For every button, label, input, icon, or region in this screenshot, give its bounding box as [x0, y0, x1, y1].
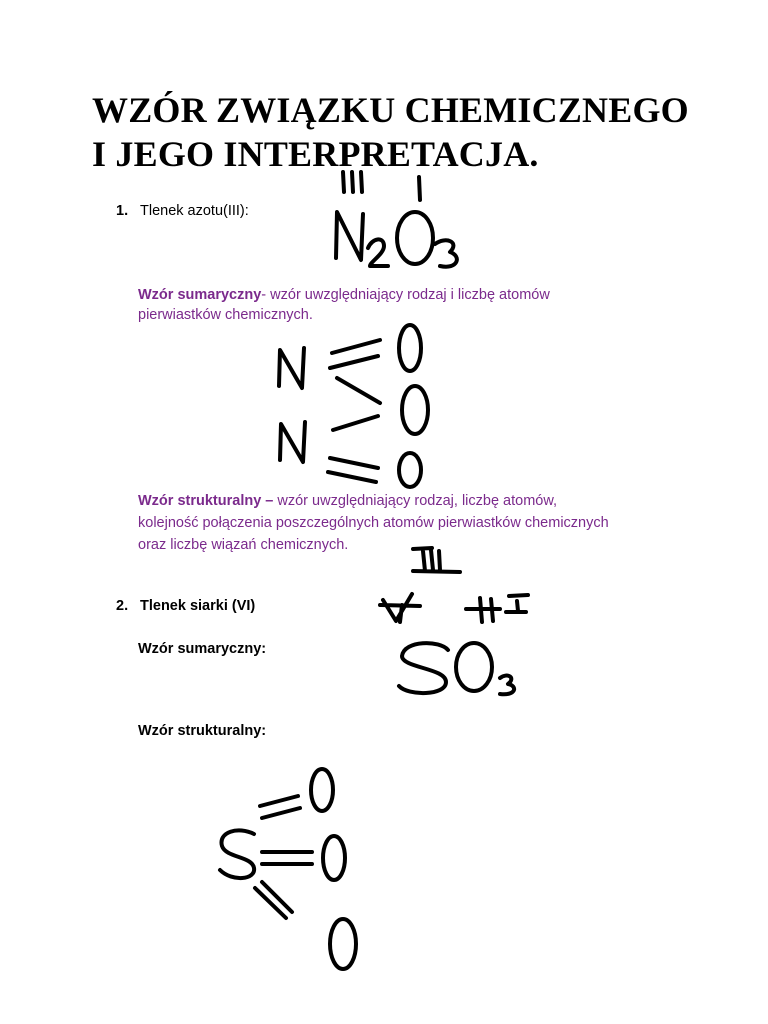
section2-number: 2.: [116, 598, 129, 614]
n2o3-structural-formula-drawing: [279, 325, 428, 487]
so3-structural-formula-drawing: [220, 769, 356, 969]
summary-definition-text: - wzór uwzględniający rodzaj i liczbę atomów: [261, 287, 550, 303]
n2o3-summary-formula-drawing: [336, 172, 457, 267]
structural-definition-line-2: kolejność połączenia poszczególnych atomów pierwiastków chemicznych: [138, 515, 609, 531]
section2-heading: Tlenek siarki (VI): [140, 598, 256, 614]
structural-term: Wzór strukturalny –: [138, 493, 274, 509]
section1-heading: Tlenek azotu(III):: [140, 203, 249, 219]
so3-summary-formula-drawing: [380, 548, 528, 694]
summary-definition-line-2: pierwiastków chemicznych.: [138, 307, 313, 323]
section2-summary-label: Wzór sumaryczny:: [138, 641, 267, 657]
structural-definition-text: wzór uwzględniający rodzaj, liczbę atomów,: [273, 493, 558, 509]
title-line-2: I JEGO INTERPRETACJA.: [92, 134, 539, 174]
section1-number: 1.: [116, 203, 129, 219]
summary-term: Wzór sumaryczny: [138, 287, 262, 303]
structural-definition-line-3: oraz liczbę wiązań chemicznych.: [138, 537, 349, 553]
title-line-1: WZÓR ZWIĄZKU CHEMICZNEGO: [92, 90, 689, 130]
section2-structural-label: Wzór strukturalny:: [138, 723, 267, 739]
